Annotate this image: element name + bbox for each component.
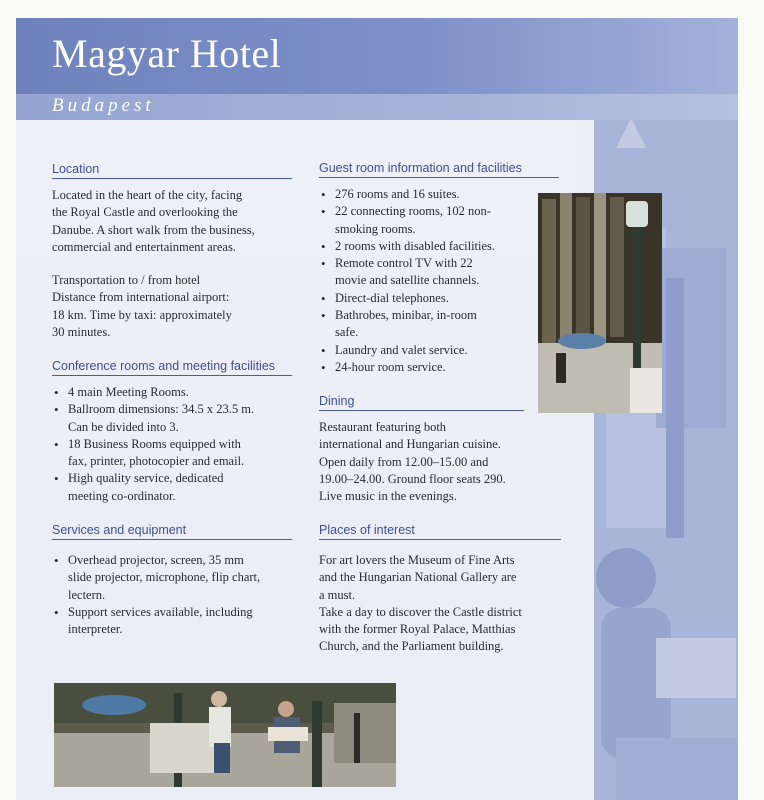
- list-item: • Bathrobes, minibar, in-room safe.: [319, 307, 559, 342]
- services-heading: Services and equipment: [52, 523, 292, 540]
- list-item: • Ballroom dimensions: 34.5 x 23.5 m. Can be divided into 3.: [52, 401, 292, 436]
- list-item: • Overhead projector, screen, 35 mm slide projector, microphone, flip chart, lectern.: [52, 552, 292, 604]
- services-section: [52, 523, 292, 638]
- list-item: • 276 rooms and 16 suites.: [319, 186, 559, 203]
- list-item: • 24-hour room service.: [319, 359, 559, 376]
- dining-heading: Dining: [319, 394, 524, 411]
- page-subtitle: Budapest: [52, 95, 155, 116]
- list-item: • Direct-dial telephones.: [319, 290, 559, 307]
- list-item: • High quality service, dedicated meeting co-ordinator.: [52, 470, 292, 505]
- list-item: • Support services available, including interpreter.: [52, 604, 292, 639]
- title-band: [16, 18, 738, 94]
- brochure-page: [16, 18, 738, 800]
- guest-rooms-heading: Guest room information and facilities: [319, 161, 559, 178]
- places-heading: Places of interest: [319, 523, 561, 540]
- list-item: • 4 main Meeting Rooms.: [52, 384, 292, 401]
- location-description: Located in the heart of the city, facing the Royal Castle and overlooking the Danube. A short walk from the business, commercial and entertainment areas.: [52, 188, 255, 254]
- guest-rooms-list: [319, 186, 559, 376]
- places-description: For art lovers the Museum of Fine Arts and the Hungarian National Gallery are a must. Take a day to discover the Castle district with the former Royal Palace, Matthias Church, and the Parliament building.: [319, 553, 522, 654]
- list-item: • Remote control TV with 22 movie and satellite channels.: [319, 255, 559, 290]
- guest-rooms-section: [319, 161, 559, 376]
- conference-list: [52, 384, 292, 505]
- hotel-facade-photo: [538, 193, 662, 413]
- location-section: [52, 162, 292, 341]
- transportation-info: Transportation to / from hotel Distance from international airport: 18 km. Time by taxi: approximately 30 minutes.: [52, 273, 232, 340]
- location-heading: Location: [52, 162, 292, 179]
- list-item: • 2 rooms with disabled facilities.: [319, 238, 559, 255]
- list-item: • Laundry and valet service.: [319, 342, 559, 359]
- list-item: • 18 Business Rooms equipped with fax, printer, photocopier and email.: [52, 436, 292, 471]
- dining-description: Restaurant featuring both international and Hungarian cuisine. Open daily from 12.00–15.00 and 19.00–24.00. Ground floor seats 290. Live music in the evenings.: [319, 420, 506, 504]
- dining-section: [319, 394, 524, 505]
- page-title: Magyar Hotel: [52, 31, 282, 76]
- services-list: [52, 552, 292, 638]
- conference-heading: Conference rooms and meeting facilities: [52, 359, 292, 376]
- conference-section: [52, 359, 292, 505]
- list-item: • 22 connecting rooms, 102 non- smoking rooms.: [319, 203, 559, 238]
- square-people-photo: [54, 683, 396, 787]
- subtitle-band: [16, 94, 738, 120]
- places-section: [319, 523, 561, 656]
